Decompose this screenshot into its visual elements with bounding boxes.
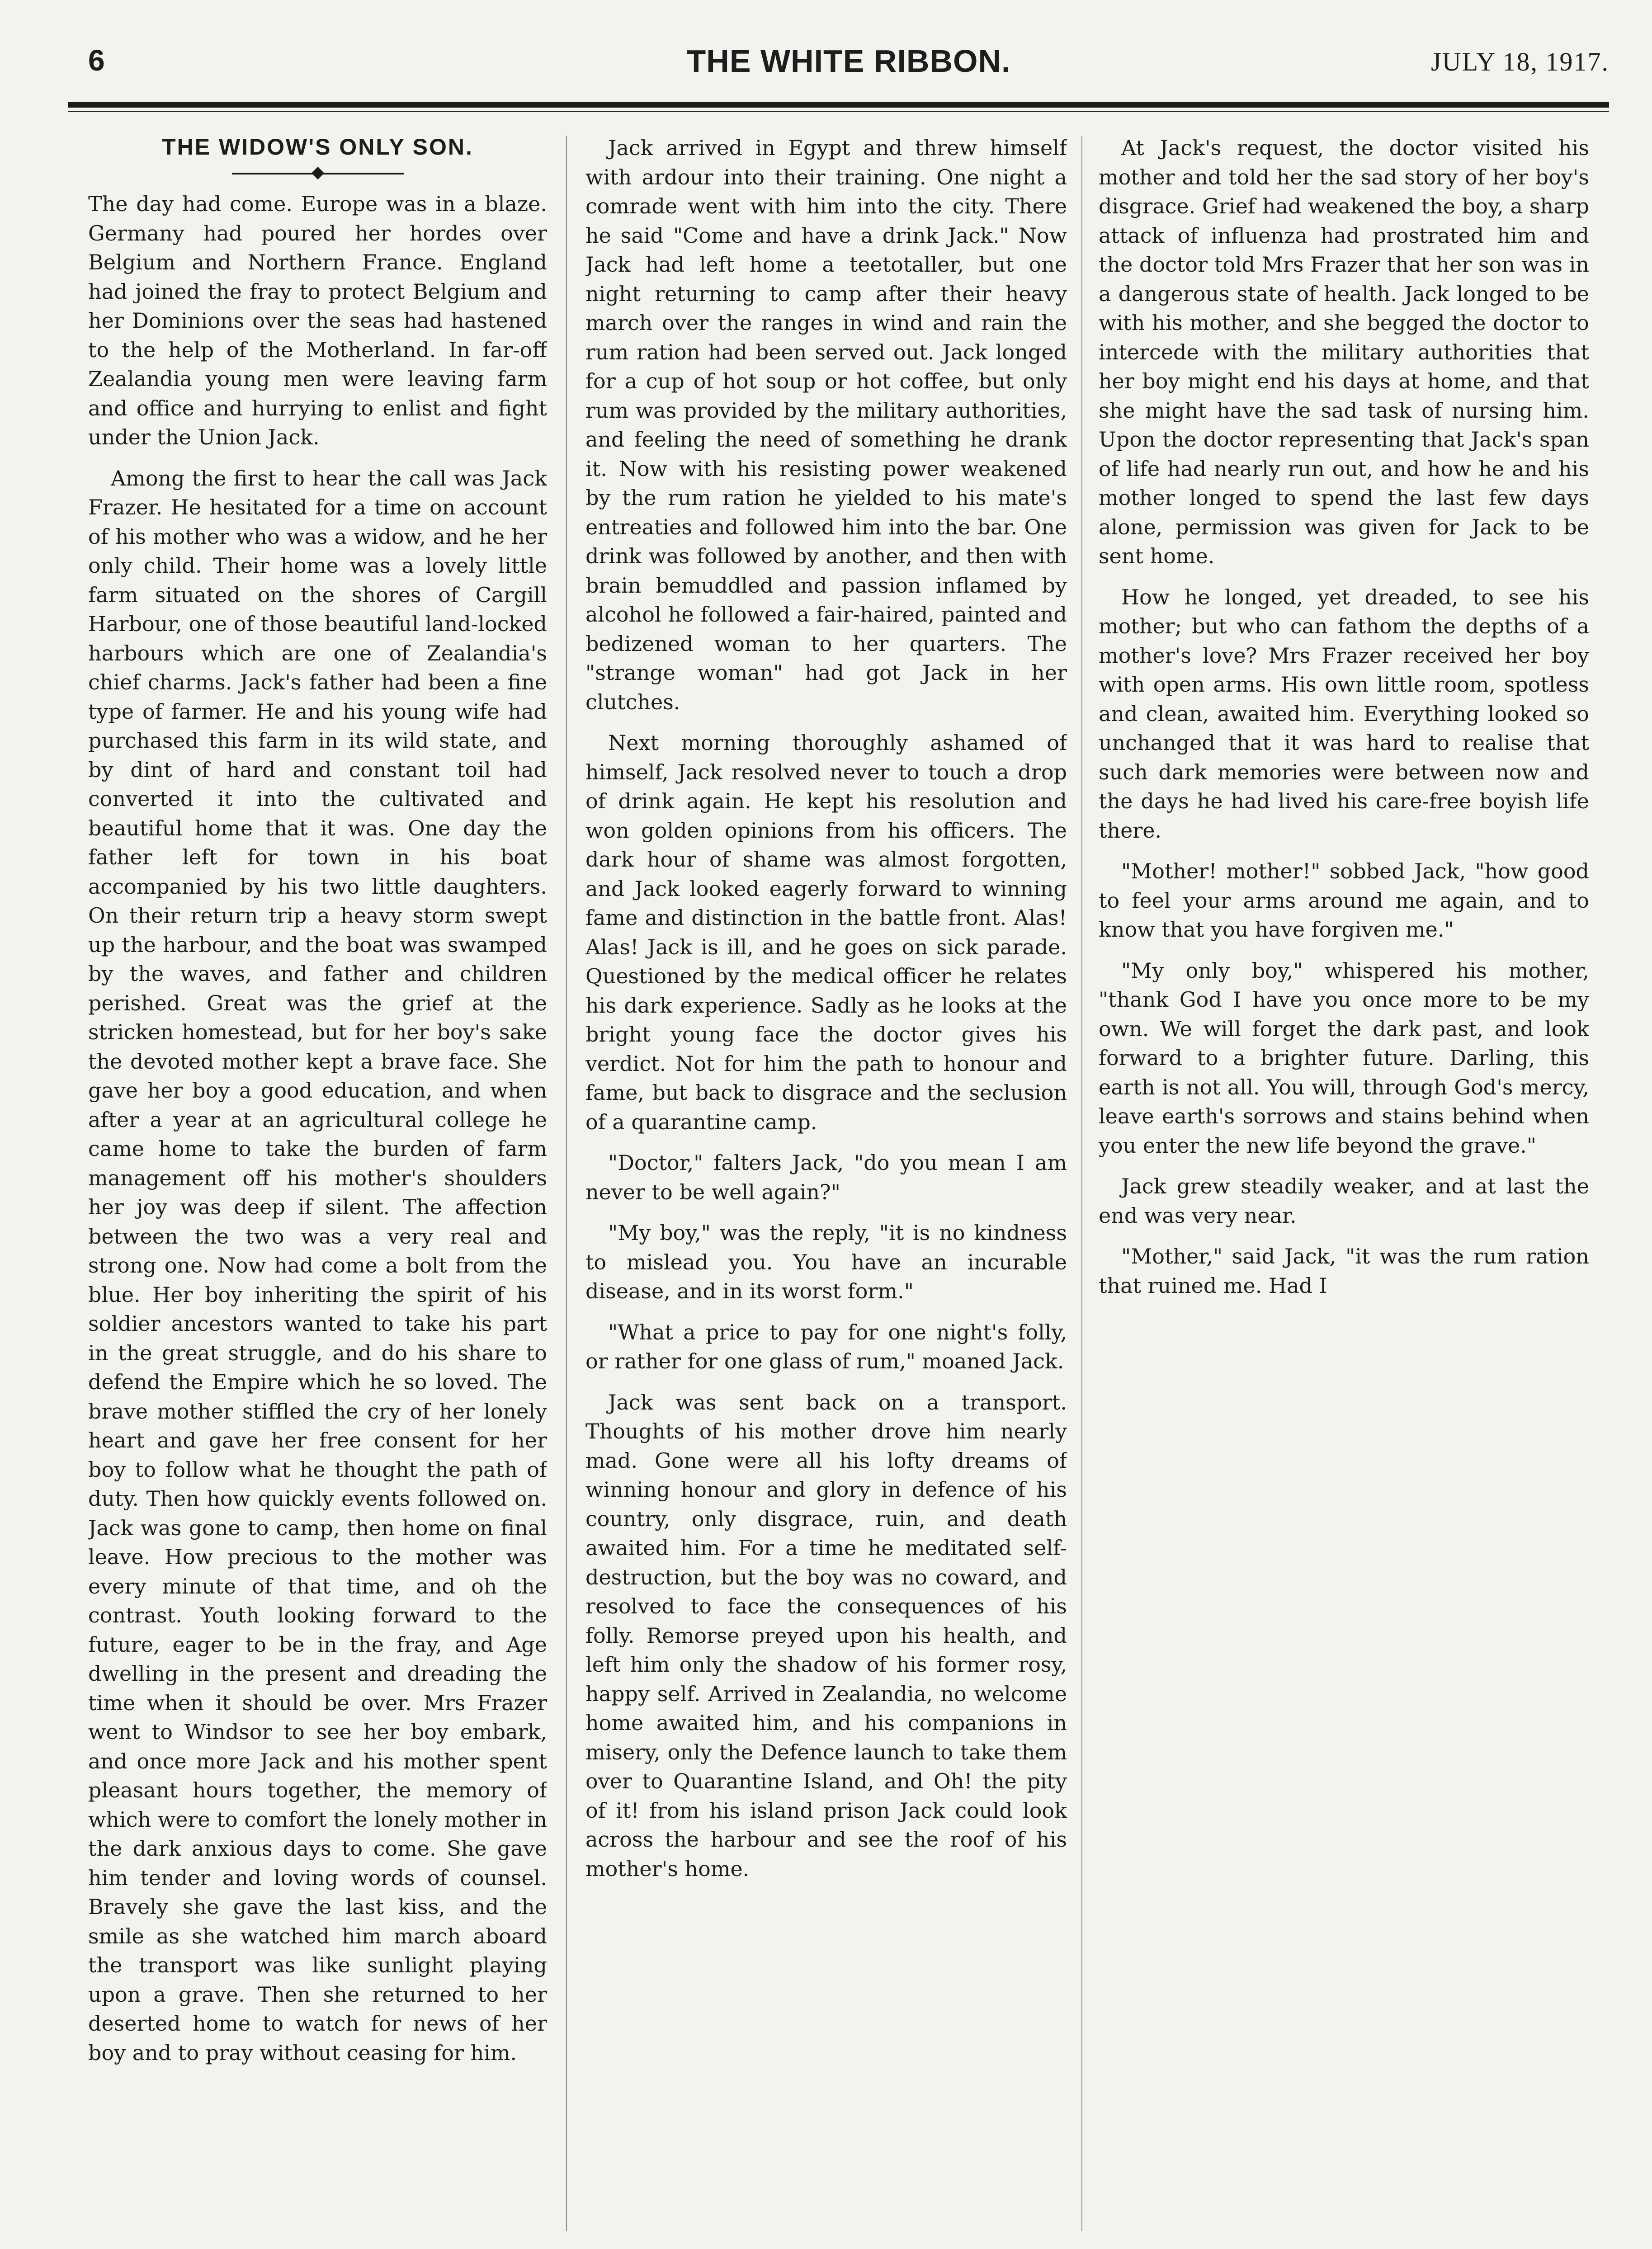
page-header <box>88 43 1609 88</box>
issue-date: JULY 18, 1917. <box>1431 47 1609 76</box>
paragraph: "Doctor," falters Jack, "do you mean I am never to be well again?" <box>585 1150 1067 1204</box>
column-1 <box>88 133 547 2231</box>
paragraph: How he longed, yet dreaded, to see his mother; but who can fathom the depths of a mother's love? Mrs Frazer received her boy with open arms. His own little room, spotless and clean, awaited him. Everything looked so unchanged that it was hard to realise that such dark memories were between now and the days he had lived his care-free boyish life there. <box>1099 585 1589 843</box>
column-3 <box>1099 133 1589 2231</box>
ornament-diamond-icon <box>311 167 324 179</box>
paragraph: Jack grew steadily weaker, and at last the end was very near. <box>1099 1174 1589 1228</box>
paragraph: At Jack's request, the doctor visited his mother and told her the sad story of her boy's disgrace. Grief had weakened the boy, a sharp attack of influenza had prostrated him and the doctor told Mrs Frazer that her son was in a dangerous state of health. Jack longed to be with his mother, and she begged the doctor to intercede with the military authorities that her boy might end his days at home, and that she might have the sad task of nursing him. Upon the doctor representing that Jack's span of life had nearly run out, and how he and his mother longed to spend the last few days alone, permission was given for Jack to be sent home. <box>1099 136 1589 568</box>
paragraph: Next morning thoroughly ashamed of himself, Jack resolved never to touch a drop of drink again. He kept his resolution and won golden opinions from his officers. The dark hour of shame was almost forgotten, and Jack looked eagerly forward to winning fame and distinction in the battle front. Alas! Alas! Jack is ill, and he goes on sick parade. Questioned by the medical officer he relates his dark experience. Sadly as he looks at the bright young face the doctor gives his verdict. Not for him the path to honour and fame, but back to disgrace and the seclusion of a quarantine camp. <box>585 731 1067 1134</box>
column-divider <box>566 136 567 2231</box>
paragraph: Jack arrived in Egypt and threw himself with ardour into their training. One night a comrade went with him into the city. There he said "Come and have a drink Jack." Now Jack had left home a teetotaller, but one night returning to camp after their heavy march over the ranges in wind and rain the rum ration had been served out. Jack longed for a cup of hot soup or hot coffee, but only rum was provided by the military authorities, and feeling the need of something he drank it. Now with his resisting power weakened by the rum ration he yielded to his mate's entreaties and followed him into the bar. One drink was followed by another, and then with brain bemuddled and passion inflamed by alcohol he followed a fair-haired, painted and bedizened woman to her quarters. The "strange woman" had got Jack in her clutches. <box>585 136 1067 714</box>
paragraph: "My only boy," whispered his mother, "thank God I have you once more to be my own. We will forget the dark past, and look forward to a brighter future. Darling, this earth is not all. You will, through God's mercy, leave earth's sorrows and stains behind when you enter the new life beyond the grave." <box>1099 958 1589 1158</box>
column-2 <box>585 133 1067 2231</box>
paragraph: "What a price to pay for one night's folly, or rather for one glass of rum," moaned Jack. <box>585 1320 1067 1373</box>
paragraph: The day had come. Europe was in a blaze. Germany had poured her hordes over Belgium and Northern France. England had joined the fray to protect Belgium and her Dominions over the seas had hastened to the help of the Motherland. In far-off Zealandia young men were leaving farm and office and hurrying to enlist and fight under the Union Jack. <box>88 192 547 449</box>
article-title: THE WIDOW'S ONLY SON. <box>162 134 473 160</box>
header-rule-thick <box>68 102 1609 108</box>
publication-title: THE WHITE RIBBON. <box>686 43 1011 79</box>
title-ornament <box>232 166 404 181</box>
paragraph: "Mother," said Jack, "it was the rum ration that ruined me. Had I <box>1099 1244 1589 1298</box>
page-number: 6 <box>88 43 105 77</box>
paragraph: Among the first to hear the call was Jack Frazer. He hesitated for a time on account of his mother who was a widow, and he her only child. Their home was a lovely little farm situated on the shores of Cargill Harbour, one of those beautiful land-locked harbours which are one of Zealandia's chief charms. Jack's father had been a fine type of farmer. He and his young wife had purchased this farm in its wild state, and by dint of hard and constant toil had converted it into the cultivated and beautiful home that it was. One day the father left for town in his boat accompanied by his two little daughters. On their return trip a heavy storm swept up the harbour, and the boat was swamped by the waves, and father and children perished. Great was the grief at the stricken homestead, but for her boy's sake the devoted mother kept a brave face. She gave her boy a good education, and when after a year at an agricultural college he came home to take the burden of farm management off his mother's shoulders her joy was deep if silent. The affection between the two was a very real and strong one. Now had come a bolt from the blue. Her boy inheriting the spirit of his soldier ancestors wanted to take his part in the great struggle, and do his share to defend the Empire which he so loved. The brave mother stiffled the cry of her lonely heart and gave her free consent for her boy to follow what he thought the path of duty. Then how quickly events followed on. Jack was gone to camp, then home on final leave. How precious to the mother was every minute of that time, and oh the contrast. Youth looking forward to the future, eager to be in the fray, and Age dwelling in the present and dreading the time when it should be over. Mrs Frazer went to Windsor to see her boy embark, and once more Jack and his mother spent pleasant hours together, the memory of which were to comfort the lonely mother in the dark anxious days to come. She gave him tender and loving words of counsel. Bravely she gave the last kiss, and the smile as she watched him march aboard the transport was like sunlight playing upon a grave. Then she returned to her deserted home to watch for news of her boy and to pray without ceasing for him. <box>88 466 547 2065</box>
column-divider <box>1081 136 1082 2231</box>
paragraph: Jack was sent back on a transport. Thoughts of his mother drove him nearly mad. Gone were all his lofty dreams of winning honour and glory in defence of his country, only disgrace, ruin, and death awaited him. For a time he meditated self-destruction, but the boy was no coward, and resolved to face the consequences of his folly. Remorse preyed upon his health, and left him only the shadow of his former rosy, happy self. Arrived in Zealandia, no welcome home awaited him, and his companions in misery, only the Defence launch to take them over to Quarantine Island, and Oh! the pity of it! from his island prison Jack could look across the harbour and see the roof of his mother's home. <box>585 1390 1067 1881</box>
paragraph: "Mother! mother!" sobbed Jack, "how good to feel your arms around me again, and to know that you have forgiven me." <box>1099 859 1589 942</box>
paragraph: "My boy," was the reply, "it is no kindness to mislead you. You have an incurable disease, and in its worst form." <box>585 1221 1067 1303</box>
header-rule-thin <box>68 111 1609 112</box>
